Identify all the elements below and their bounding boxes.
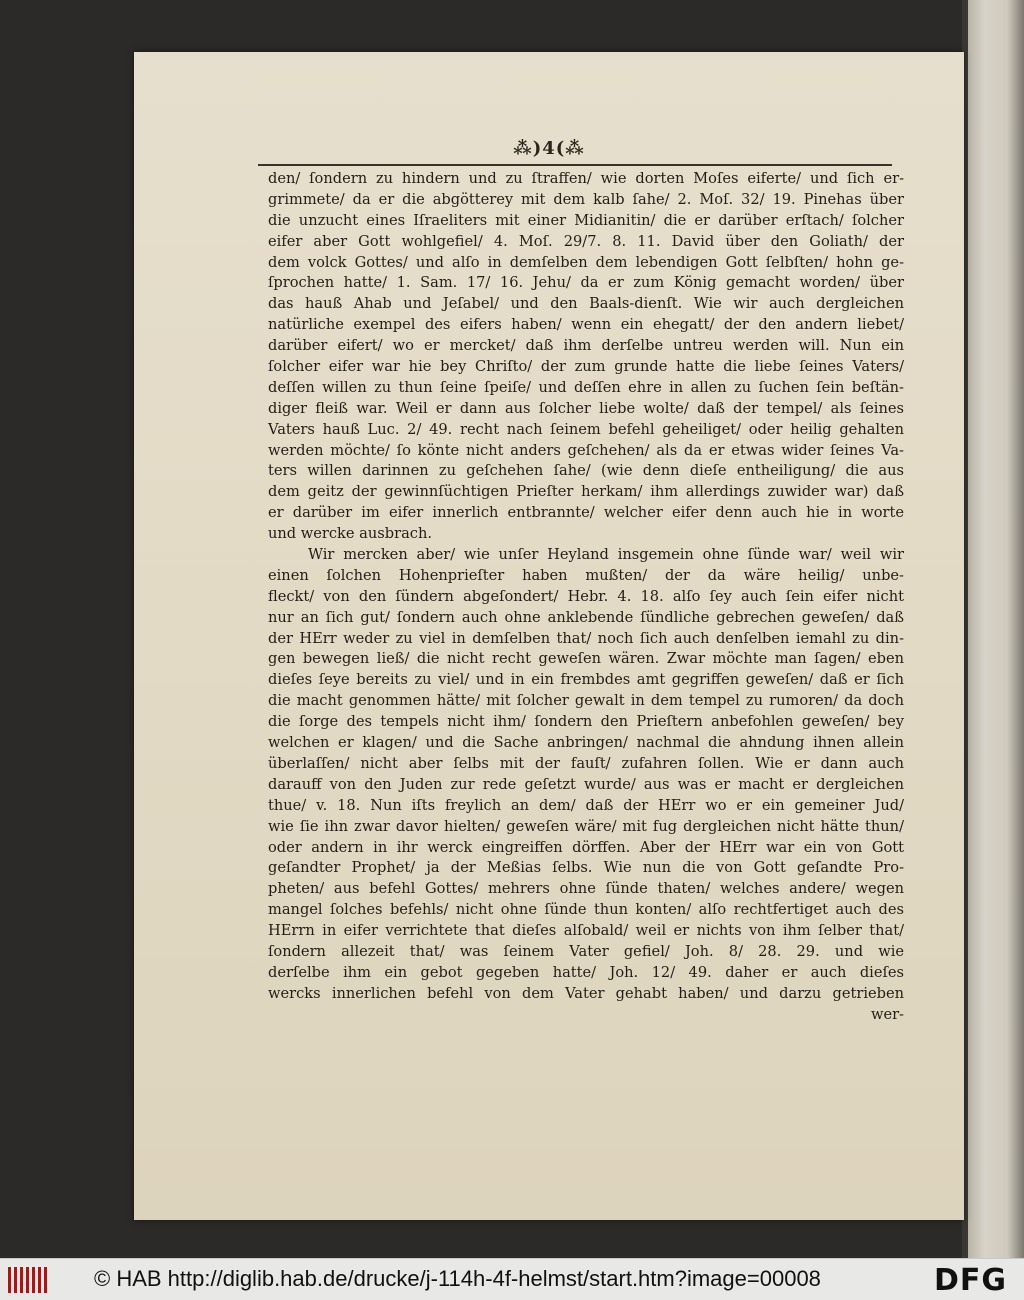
text-line: die unzucht eines Iſraeliters mit einer Midianitin/ die er darüber erſtach/ ſolcher bbox=[268, 211, 904, 229]
text-line: ſprochen hatte/ 1. Sam. 17/ 16. Jehu/ da er zum König gemacht worden/ über bbox=[268, 274, 904, 292]
text-line: darüber eifert/ wo er mercket/ daß ihm derſelbe untreu werden will. Nun ein bbox=[268, 337, 904, 355]
text-line: er darüber im eifer innerlich entbrannte/ welcher eifer denn auch hie in worte bbox=[268, 504, 904, 522]
text-line: überlaſſen/ nicht aber ſelbs mit der fauſt/ zufahren ſollen. Wie er dann auch bbox=[268, 754, 904, 772]
text-line: wercks innerlichen befehl von dem Vater gehabt haben/ und darzu getrieben bbox=[268, 984, 904, 1002]
text-line: mangel ſolches befehls/ nicht ohne ſünde thun konten/ alſo rechtfertiget auch des bbox=[268, 901, 904, 919]
text-line: ſolcher eifer war hie bey Chriſto/ der zum grunde hatte die liebe ſeines Vaters/ bbox=[268, 358, 904, 376]
text-line: ſondern allezeit that/ was ſeinem Vater gefiel/ Joh. 8/ 28. 29. und wie bbox=[268, 942, 904, 960]
text-line: HErrn in eifer verrichtete that dieſes alſobald/ weil er nichts von ihm ſelber that/ bbox=[268, 922, 904, 940]
book-page bbox=[134, 52, 964, 1220]
text-line: den/ ſondern zu hindern und zu ſtraffen/ wie dorten Moſes eiferte/ und ſich er- bbox=[268, 170, 904, 187]
text-line: derſelbe ihm ein gebot gegeben hatte/ Joh. 12/ 49. daher er auch dieſes bbox=[268, 963, 904, 981]
text-line: nur an ſich gut/ ſondern auch ohne anklebende ſündliche gebrechen geweſen/ daß bbox=[268, 608, 904, 626]
text-line: diger fleiß war. Weil er dann aus ſolcher liebe wolte/ daß der tempel/ als ſeines bbox=[268, 399, 904, 417]
adjacent-page-edge bbox=[968, 0, 1024, 1258]
text-line: oder andern in ihr werck eingreiffen dörffen. Aber der HErr war ein von Gott bbox=[268, 838, 904, 856]
copyright-link[interactable]: © HAB http://diglib.hab.de/drucke/j-114h-4f-helmst/start.htm?image=00008 bbox=[94, 1266, 821, 1291]
hab-logo-icon bbox=[8, 1267, 50, 1293]
text-line: natürliche exempel des eifers haben/ wenn ein ehegatt/ der den andern liebet/ bbox=[268, 316, 904, 334]
text-line: der HErr weder zu viel in demſelben that/ noch ſich auch denſelben iemahl zu din- bbox=[268, 629, 904, 647]
text-line: Vaters hauß Luc. 2/ 49. recht nach ſeinem befehl geheiliget/ oder heilig gehalten bbox=[268, 420, 904, 438]
viewer-footer bbox=[0, 1258, 1024, 1300]
text-line: einen ſolchen Hohenprieſter haben mußten/ der da wäre heilig/ unbe- bbox=[268, 566, 904, 584]
text-line: dieſes ſeye bereits zu viel/ und in ein frembdes amt gegriffen geweſen/ daß er ſich bbox=[268, 671, 904, 689]
text-line: eifer aber Gott wohlgefiel/ 4. Moſ. 29/7. 8. 11. David über den Goliath/ der bbox=[268, 232, 904, 250]
page-header: ⁂)4(⁂ bbox=[513, 138, 585, 159]
text-line: dem volck Gottes/ und alſo in demſelben dem lebendigen Gott ſelbſten/ hohn ge- bbox=[268, 253, 904, 271]
text-line: werden möchte/ ſo könte nicht anders geſchehen/ als da er etwas wider ſeines Va- bbox=[268, 441, 904, 459]
text-line: die macht genommen hätte/ mit ſolcher gewalt in dem tempel zu rumoren/ da doch bbox=[268, 692, 904, 710]
text-line: pheten/ aus befehl Gottes/ mehrers ohne ſünde thaten/ welches andere/ wegen bbox=[268, 880, 904, 898]
text-line: grimmete/ da er die abgötterey mit dem kalb ſahe/ 2. Moſ. 32/ 19. Pinehas über bbox=[268, 190, 904, 208]
header-rule bbox=[258, 164, 892, 166]
text-line: deſſen willen zu thun ſeine ſpeiſe/ und deſſen ehre in allen zu ſuchen ſein beſtän- bbox=[268, 378, 904, 396]
text-line: thue/ v. 18. Nun iſts freylich an dem/ daß der HErr wo er ein gemeiner Jud/ bbox=[268, 796, 904, 814]
text-line: und wercke ausbrach. bbox=[268, 525, 432, 543]
text-line: dem geitz der gewinnſüchtigen Prieſter herkam/ ihm allerdings zuwider war) daß bbox=[268, 483, 904, 501]
text-line: ters willen darinnen zu geſchehen ſahe/ (wie denn dieſe entheiligung/ die aus bbox=[268, 462, 904, 480]
dfg-logo: DFG bbox=[934, 1263, 1008, 1298]
text-line: fleckt/ von den ſündern abgeſondert/ Hebr. 4. 18. alſo ſey auch ſein eifer nicht bbox=[268, 587, 904, 605]
text-line: die ſorge des tempels nicht ihm/ ſondern den Prieſtern anbefohlen geweſen/ bey bbox=[268, 713, 904, 731]
page-text bbox=[268, 169, 904, 1026]
text-line: Wir mercken aber/ wie unſer Heyland insgemein ohne ſünde war/ weil wir bbox=[308, 546, 904, 564]
text-line: gen bewegen ließ/ die nicht recht geweſen wären. Zwar möchte man ſagen/ eben bbox=[268, 650, 904, 668]
text-line: wie ſie ihn zwar davor hielten/ geweſen wäre/ mit fug dergleichen nicht hätte thun/ bbox=[268, 817, 904, 835]
text-line: darauff von den Juden zur rede geſetzt wurde/ aus was er macht er dergleichen bbox=[268, 775, 904, 793]
text-line: welchen er klagen/ und die Sache anbringen/ nachmal die ahndung ihnen allein bbox=[268, 734, 904, 752]
text-line: geſandter Prophet/ ja der Meßias ſelbs. Wie nun die von Gott geſandte Pro- bbox=[268, 859, 904, 877]
catchword: wer- bbox=[870, 1005, 904, 1023]
text-line: das hauß Ahab und Jeſabel/ und den Baals-dienſt. Wie wir auch dergleichen bbox=[268, 295, 904, 313]
